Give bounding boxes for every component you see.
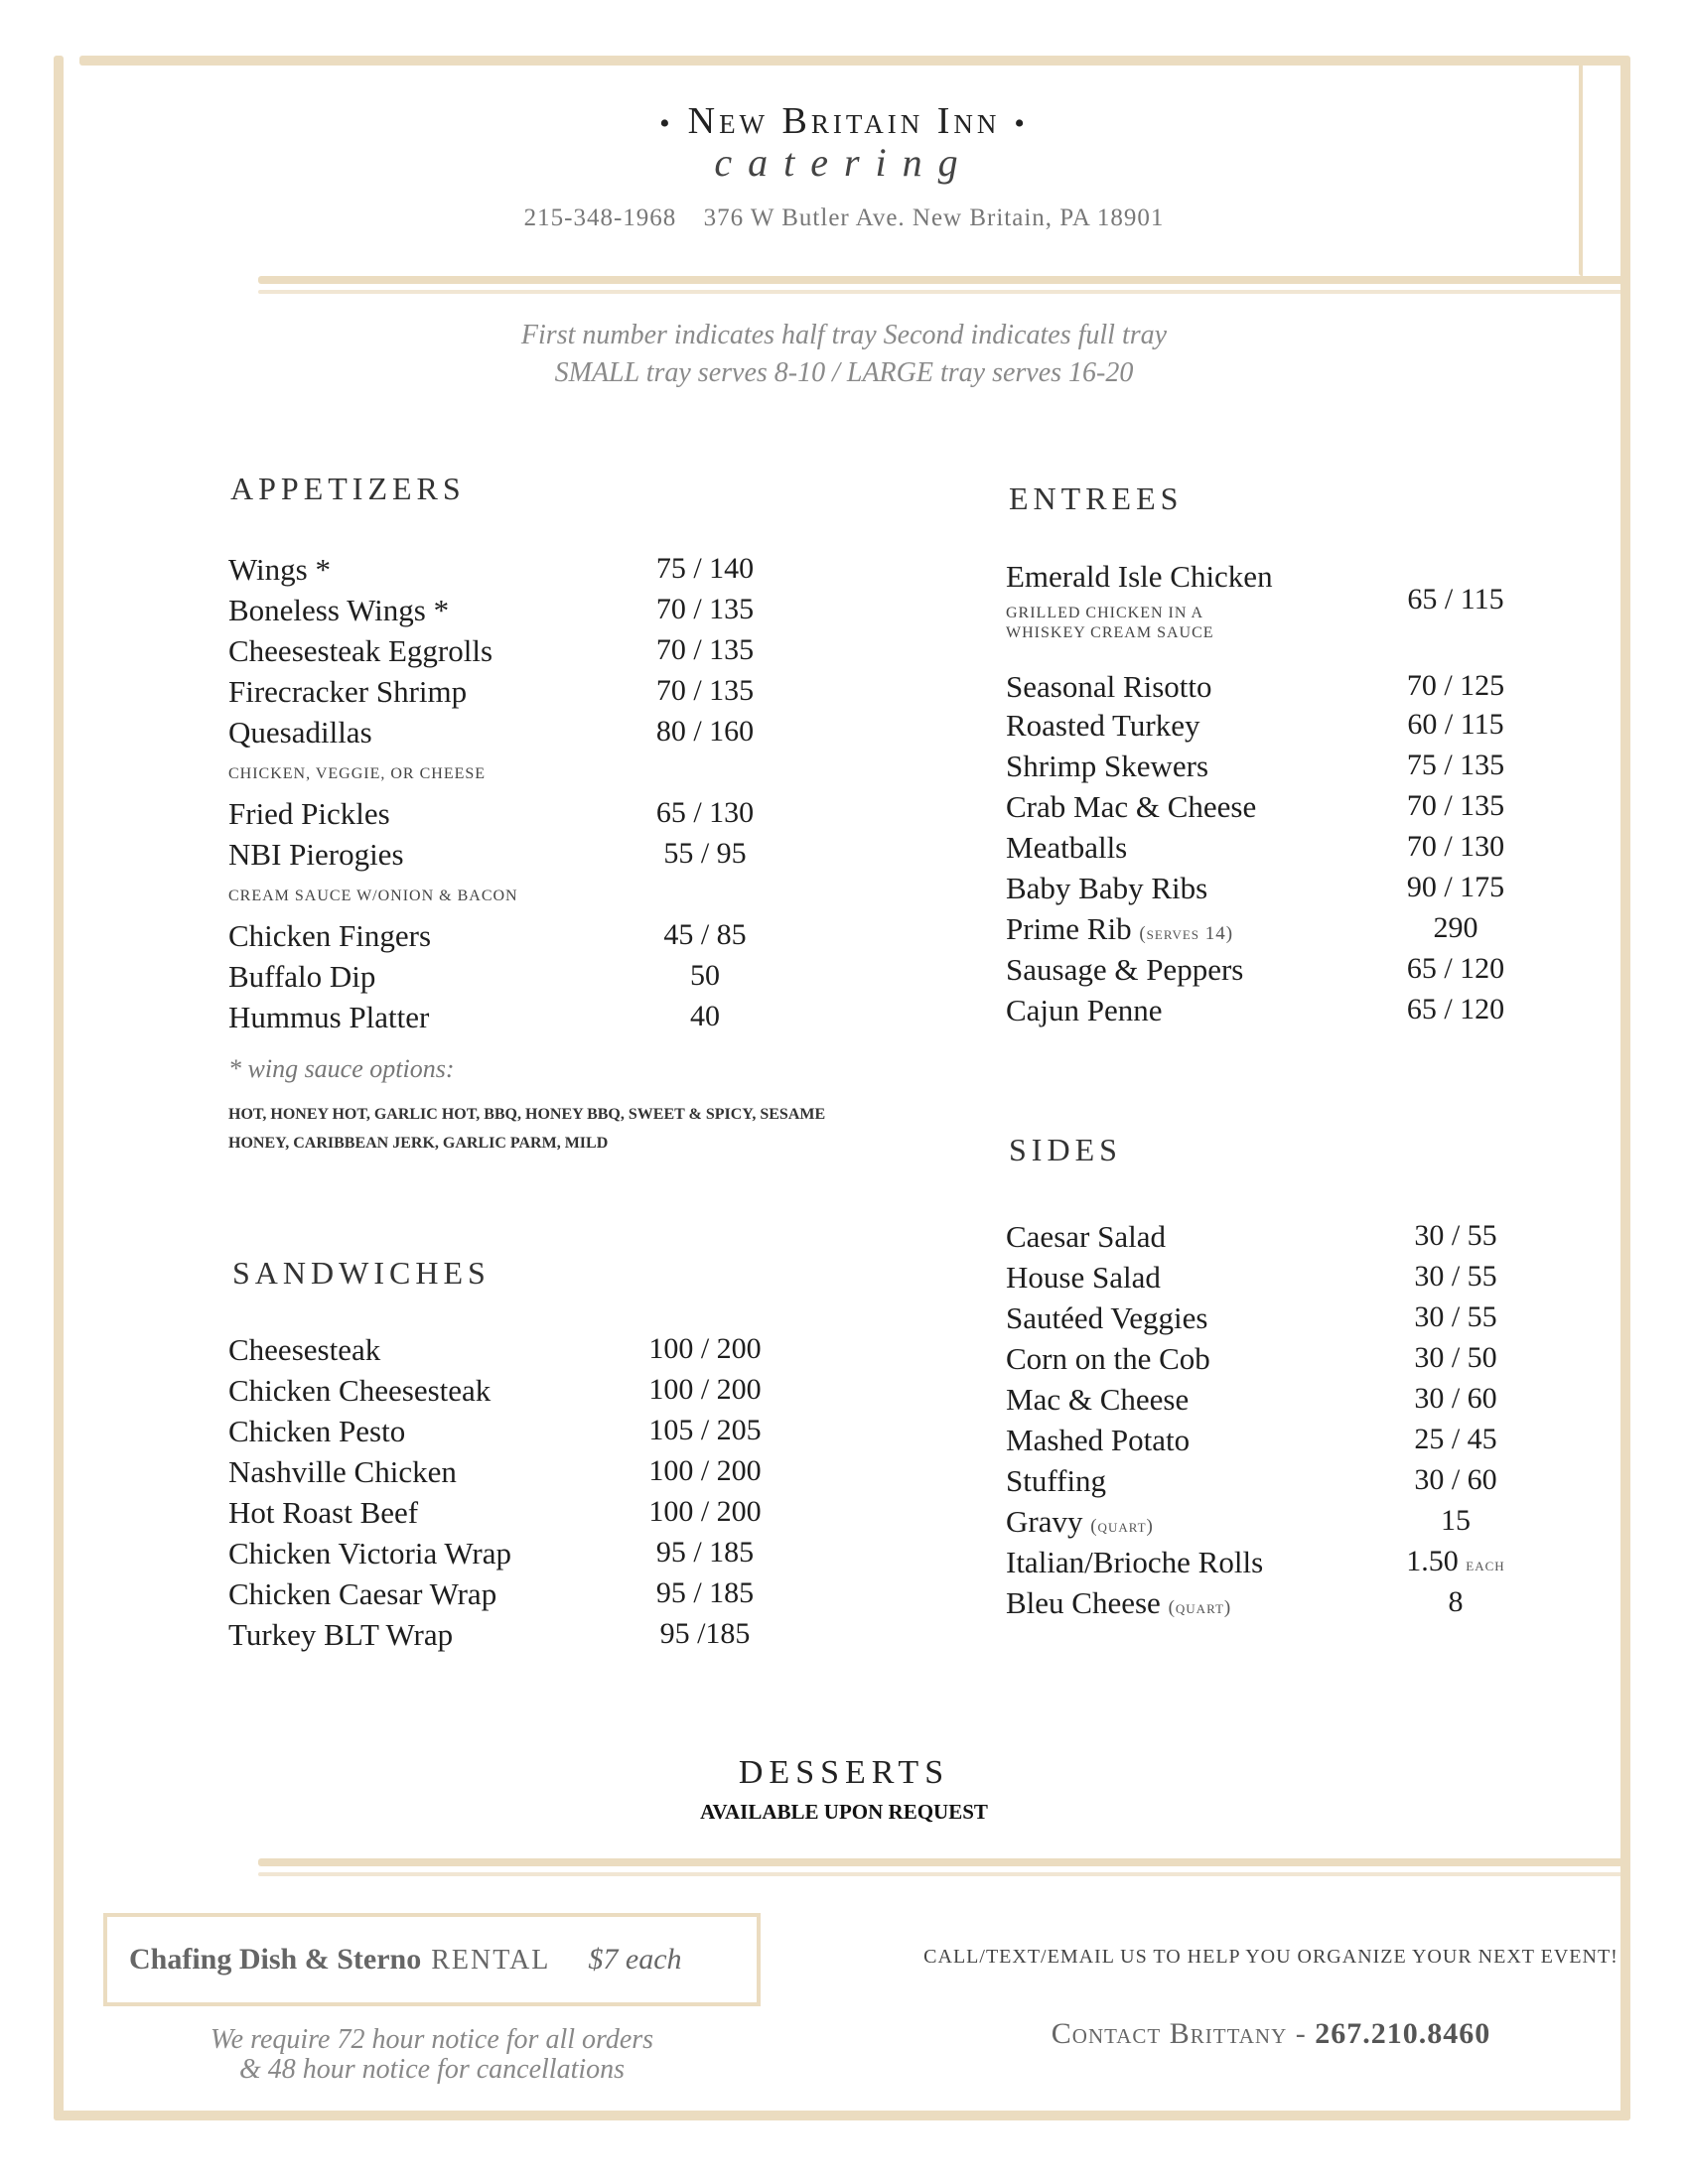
menu-item: [1006, 871, 1621, 910]
item-price: 100 / 200: [648, 1495, 762, 1528]
menu-item: [1006, 952, 1621, 992]
menu-item: [1006, 1260, 1621, 1299]
item-name: Cajun Penne: [1006, 993, 1163, 1027]
bullet-left: •: [659, 107, 674, 140]
item-name: Meatballs: [1006, 830, 1128, 865]
menu-item: [228, 633, 824, 673]
item-name: Shrimp Skewers: [1006, 749, 1209, 783]
item-name: Roasted Turkey: [1006, 708, 1200, 743]
item-price: 105 / 205: [648, 1414, 762, 1446]
brand-subtitle: catering: [714, 140, 974, 185]
item-price: 100 / 200: [648, 1454, 762, 1487]
item-price: 25 / 45: [1414, 1423, 1497, 1455]
rental-item: Chafing Dish & Sterno: [129, 1943, 422, 1976]
item-name: Emerald Isle Chicken: [1006, 559, 1273, 594]
sandwiches-title: SANDWICHES: [232, 1255, 491, 1291]
item-price: [1356, 1545, 1555, 1578]
wing-sauce-note: * wing sauce options:: [228, 1054, 455, 1083]
item-price: 95 / 185: [655, 1536, 755, 1569]
rental-price: $7 each: [588, 1943, 682, 1976]
item-price: 50: [690, 959, 720, 992]
item-price: 75 / 140: [655, 552, 755, 585]
divider-footer-2: [258, 1872, 1628, 1876]
menu-item: [228, 674, 824, 714]
contact-label: Contact Brittany: [1051, 2017, 1288, 2050]
frame-top: [79, 56, 1628, 66]
item-price-unit: each: [1466, 1555, 1505, 1575]
item-price: 100 / 200: [648, 1332, 762, 1365]
item-name: Hummus Platter: [228, 1000, 430, 1034]
item-price: 70 / 125: [1406, 669, 1505, 702]
item-price: 65 / 130: [655, 796, 755, 829]
wing-sauce-options: HOT, HONEY HOT, GARLIC HOT, BBQ, HONEY BBQ, SWEET & SPICY, SESAME HONEY, CARIBBEAN JERK, GARLIC PARM, MILD: [228, 1106, 826, 1152]
item-price-value: 1.50: [1406, 1545, 1459, 1577]
menu-item: [228, 1414, 824, 1453]
menu-item: [228, 1000, 824, 1039]
item-name: Chicken Pesto: [228, 1414, 406, 1448]
item-name: Mashed Potato: [1006, 1423, 1191, 1457]
divider-footer: [258, 1858, 1628, 1866]
divider-header-2: [258, 290, 1628, 294]
item-note: (serves 14): [1139, 923, 1234, 944]
header-address: 376 W Butler Ave. New Britain, PA 18901: [703, 205, 1165, 231]
menu-item: [228, 837, 824, 877]
menu-item: [1006, 1463, 1621, 1503]
menu-item: [1006, 708, 1621, 748]
item-name: Fried Pickles: [228, 796, 390, 831]
item-price: 70 / 135: [655, 674, 755, 707]
menu-item: [228, 552, 824, 592]
menu-item-price: [1356, 583, 1555, 622]
item-price: 8: [1448, 1585, 1464, 1618]
item-name: Corn on the Cob: [1006, 1341, 1210, 1376]
desserts-subtitle: AVAILABLE UPON REQUEST: [700, 1800, 988, 1824]
item-price: 80 / 160: [655, 715, 755, 748]
item-name: Caesar Salad: [1006, 1219, 1166, 1254]
contact-dash: -: [1295, 2017, 1307, 2050]
menu-item: [1006, 749, 1621, 788]
item-price: 15: [1441, 1504, 1471, 1537]
item-name: Chicken Victoria Wrap: [228, 1536, 511, 1570]
item-name: Cheesesteak Eggrolls: [228, 633, 493, 668]
appetizers-title: APPETIZERS: [230, 471, 466, 506]
item-price: 60 / 115: [1407, 708, 1504, 741]
item-name-text: Bleu Cheese: [1006, 1585, 1161, 1620]
item-price: 70 / 135: [655, 633, 755, 666]
tray-note-1: First number indicates half tray Second indicates full tray: [520, 320, 1168, 350]
item-name: Sautéed Veggies: [1006, 1300, 1208, 1335]
menu-item: [1006, 911, 1621, 951]
header-phone: 215-348-1968: [523, 205, 677, 231]
item-description: CREAM SAUCE W/ONION & BACON: [228, 887, 518, 904]
order-notice-line2: & 48 hour notice for cancellations: [238, 2054, 626, 2085]
item-price: 40: [690, 1000, 720, 1032]
menu-item: [228, 1536, 824, 1575]
item-name: NBI Pierogies: [228, 837, 404, 872]
item-note: (quart): [1168, 1597, 1232, 1618]
item-name: Turkey BLT Wrap: [228, 1617, 454, 1652]
menu-item: [228, 959, 824, 999]
item-price: 70 / 135: [655, 593, 755, 625]
brand-name: [0, 99, 1688, 143]
item-name: [1006, 1585, 1231, 1621]
item-price: 30 / 55: [1414, 1300, 1497, 1333]
item-name: Firecracker Shrimp: [228, 674, 468, 709]
item-price: 30 / 50: [1414, 1341, 1497, 1374]
menu-item: [228, 1454, 824, 1494]
entrees-title: ENTREES: [1009, 480, 1184, 516]
desserts-title: DESSERTS: [738, 1754, 950, 1791]
rental-box: [103, 1913, 761, 2006]
item-price: 45 / 85: [663, 918, 747, 951]
divider-header: [258, 276, 1628, 284]
item-price: 30 / 55: [1414, 1219, 1497, 1252]
item-name: Stuffing: [1006, 1463, 1107, 1498]
item-name: Hot Roast Beef: [228, 1495, 419, 1530]
item-price: 100 / 200: [648, 1373, 762, 1406]
menu-item: [1006, 789, 1621, 829]
item-price: 70 / 135: [1406, 789, 1505, 822]
menu-item: [1006, 1585, 1621, 1625]
menu-item: [228, 796, 824, 836]
menu-item: [228, 1332, 824, 1372]
item-price: 30 / 60: [1414, 1382, 1497, 1415]
menu-item: [1006, 1300, 1621, 1340]
tray-note-2: SMALL tray serves 8-10 / LARGE tray serves 16-20: [554, 357, 1134, 388]
item-price: 65 / 120: [1406, 952, 1505, 985]
item-name-text: Prime Rib: [1006, 911, 1132, 946]
item-name: Buffalo Dip: [228, 959, 376, 994]
call-to-action: CALL/TEXT/EMAIL US TO HELP YOU ORGANIZE YOUR NEXT EVENT!: [923, 1946, 1618, 1968]
item-price: 290: [1433, 911, 1478, 944]
menu-item: [1006, 1382, 1621, 1422]
item-name: Mac & Cheese: [1006, 1382, 1190, 1417]
menu-item: [228, 1373, 824, 1413]
item-name-text: Gravy: [1006, 1504, 1083, 1539]
item-description: GRILLED CHICKEN IN A: [1006, 605, 1204, 621]
item-name: House Salad: [1006, 1260, 1161, 1295]
frame-bottom: [54, 2111, 1630, 2120]
item-price: 70 / 130: [1406, 830, 1505, 863]
item-price: 30 / 60: [1414, 1463, 1497, 1496]
contact-phone: 267.210.8460: [1315, 2017, 1491, 2050]
menu-item: [1006, 1341, 1621, 1381]
item-description: WHISKEY CREAM SAUCE: [1006, 624, 1214, 641]
item-price: 75 / 135: [1406, 749, 1505, 781]
menu-item: [228, 1576, 824, 1616]
menu-item: [1006, 1545, 1621, 1584]
contact-line: [0, 205, 1688, 232]
item-name: Chicken Fingers: [228, 918, 432, 953]
item-price: 55 / 95: [663, 837, 747, 870]
item-name: Sausage & Peppers: [1006, 952, 1244, 987]
menu-item: [1006, 830, 1621, 870]
menu-item: [228, 593, 824, 632]
item-name: Boneless Wings *: [228, 593, 450, 627]
menu-item: [1006, 1504, 1621, 1544]
bullet-right: •: [1014, 107, 1029, 140]
sides-title: SIDES: [1009, 1132, 1122, 1167]
item-price: 65 / 120: [1406, 993, 1505, 1025]
item-name: Italian/Brioche Rolls: [1006, 1545, 1264, 1579]
rental-text: [129, 1943, 682, 1977]
order-notice: [159, 2025, 705, 2085]
item-name: Crab Mac & Cheese: [1006, 789, 1257, 824]
item-description: CHICKEN, VEGGIE, OR CHEESE: [228, 765, 487, 782]
item-name: Chicken Caesar Wrap: [228, 1576, 497, 1611]
item-price: 95 / 185: [655, 1576, 755, 1609]
item-name: Nashville Chicken: [228, 1454, 457, 1489]
contact-info: [894, 2017, 1648, 2051]
item-name: Seasonal Risotto: [1006, 669, 1212, 704]
order-notice-line1: We require 72 hour notice for all orders: [210, 2024, 654, 2055]
menu-item: [228, 715, 824, 754]
item-name: Baby Baby Ribs: [1006, 871, 1208, 905]
item-note: (quart): [1090, 1516, 1154, 1537]
item-name: [1006, 1504, 1154, 1540]
rental-label: RENTAL: [431, 1945, 551, 1976]
menu-item: [228, 918, 824, 958]
item-name: Cheesesteak: [228, 1332, 381, 1367]
item-price: 90 / 175: [1406, 871, 1505, 903]
menu-item: [228, 1617, 824, 1657]
item-price: 65 / 115: [1407, 583, 1504, 615]
item-name: [1006, 911, 1233, 947]
brand-name-text: New Britain Inn: [687, 100, 1001, 142]
item-name: Wings *: [228, 552, 331, 587]
item-price: 95 /185: [659, 1617, 751, 1650]
menu-item: [228, 1495, 824, 1535]
menu-item: [1006, 669, 1621, 709]
menu-item: [1006, 1423, 1621, 1462]
item-price: 30 / 55: [1414, 1260, 1497, 1293]
menu-item: [1006, 993, 1621, 1032]
menu-item: [1006, 1219, 1621, 1259]
item-name: Chicken Cheesesteak: [228, 1373, 492, 1408]
item-name: Quesadillas: [228, 715, 372, 750]
